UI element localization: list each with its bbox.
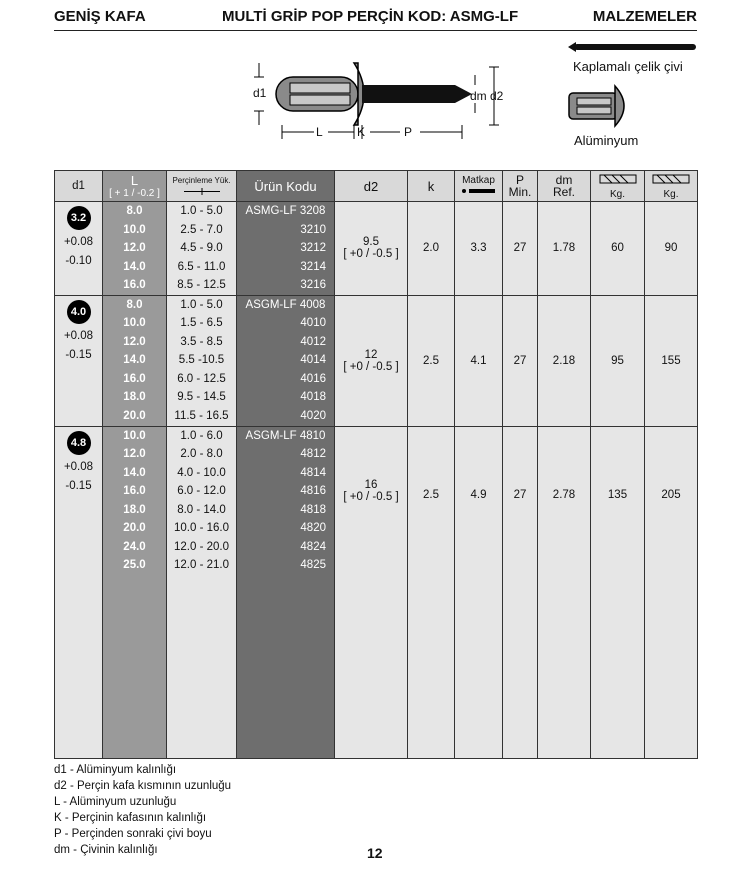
grip-cell: 1.0 - 5.0 1.5 - 6.5 3.5 - 8.5 5.5 -10.5 6.0 - 12.5 9.5 - 14.5 11.5 - 16.5 (167, 295, 237, 426)
kg2-cell: 90 (645, 202, 698, 296)
grip-range-icon (182, 188, 222, 195)
code-cell: ASMG-LF 3208 3210 3212 3214 3216 (237, 202, 335, 296)
legend-item: dm - Çivinin kalınlığı (54, 844, 158, 856)
packed-rivets-icon (651, 172, 691, 186)
material-aluminium-label: Alüminyum (574, 133, 639, 148)
diagram-K-label: K (357, 125, 366, 139)
d1-cell: 4.8 +0.08 -0.15 (55, 426, 103, 759)
P-cell: 27 (503, 426, 538, 759)
header-divider (54, 30, 697, 31)
legend-item: d2 - Perçin kafa kısmının uzunluğu (54, 780, 232, 792)
group-row-4-8 (55, 426, 698, 759)
th-grip: Perçinleme Yük. (167, 171, 237, 202)
d1-cell: 3.2 +0.08 -0.10 (55, 202, 103, 296)
drill-cell: 4.1 (455, 295, 503, 426)
kg1-cell: 60 (591, 202, 645, 296)
d1-cell: 4.0 +0.08 -0.15 (55, 295, 103, 426)
d2-cell: 12 [ +0 / -0.5 ] (335, 295, 408, 426)
legend-item: d1 - Alüminyum kalınlığı (54, 764, 177, 776)
th-kg1: Kg. (591, 171, 645, 202)
th-d2: d2 (335, 171, 408, 202)
th-k: k (408, 171, 455, 202)
kg2-cell: 205 (645, 426, 698, 759)
group-row-3-2 (55, 202, 698, 296)
group-row-4-0 (55, 295, 698, 426)
th-P: P Min. (503, 171, 538, 202)
d1-badge: 3.2 (67, 206, 91, 230)
table-header-row (55, 171, 698, 202)
L-cell: 8.0 10.0 12.0 14.0 16.0 (103, 202, 167, 296)
P-cell: 27 (503, 295, 538, 426)
diagram-d2-label: d2 (490, 89, 504, 103)
legend-item: K - Perçinin kafasının kalınlığı (54, 812, 207, 824)
header-right: MALZEMELER (592, 8, 697, 25)
d2-cell: 16 [ +0 / -0.5 ] (335, 426, 408, 759)
code-cell: ASGM-LF 4810 4812 4814 4816 4818 4820 4824 4825 (237, 426, 335, 759)
drill-bit-icon (459, 187, 499, 195)
th-L: L [ + 1 / -0.2 ] (103, 171, 167, 202)
d1-badge: 4.8 (67, 431, 91, 455)
dm-cell: 2.18 (538, 295, 591, 426)
L-cell: 10.0 12.0 14.0 16.0 18.0 20.0 24.0 25.0 (103, 426, 167, 759)
grip-cell: 1.0 - 5.0 2.5 - 7.0 4.5 - 9.0 6.5 - 11.0 8.5 - 12.5 (167, 202, 237, 296)
d1-badge: 4.0 (67, 300, 91, 324)
header-title: MULTİ GRİP POP PERÇİN KOD: ASMG-LF (222, 8, 519, 25)
th-drill: Matkap (455, 171, 503, 202)
drill-cell: 3.3 (455, 202, 503, 296)
kg1-cell: 95 (591, 295, 645, 426)
grip-cell: 1.0 - 6.0 2.0 - 8.0 4.0 - 10.0 6.0 - 12.0 8.0 - 14.0 10.0 - 16.0 12.0 - 20.0 12.0 - 21.0 (167, 426, 237, 759)
th-d1: d1 (55, 171, 103, 202)
diagram-P-label: P (404, 125, 413, 139)
steel-nail-icon (566, 40, 698, 54)
k-cell: 2.0 (408, 202, 455, 296)
P-cell: 27 (503, 202, 538, 296)
th-kg2: Kg. (645, 171, 698, 202)
k-cell: 2.5 (408, 295, 455, 426)
aluminium-rivet-icon (567, 84, 629, 128)
diagram-dm-label: dm (470, 89, 487, 103)
d2-cell: 9.5 [ +0 / -0.5 ] (335, 202, 408, 296)
legend-item: L - Alüminyum uzunluğu (54, 796, 177, 808)
header-left: GENİŞ KAFA (54, 8, 146, 25)
material-steel-label: Kaplamalı çelik çivi (573, 59, 683, 74)
diagram-L-label: L (316, 125, 323, 139)
spec-table (54, 170, 698, 759)
kg1-cell: 135 (591, 426, 645, 759)
th-code: Ürün Kodu (237, 171, 335, 202)
packed-rivets-icon (598, 172, 638, 186)
code-cell: ASGM-LF 4008 4010 4012 4014 4016 4018 4020 (237, 295, 335, 426)
L-cell: 8.0 10.0 12.0 14.0 16.0 18.0 20.0 (103, 295, 167, 426)
dm-cell: 2.78 (538, 426, 591, 759)
dm-cell: 1.78 (538, 202, 591, 296)
drill-cell: 4.9 (455, 426, 503, 759)
kg2-cell: 155 (645, 295, 698, 426)
page-number: 12 (367, 845, 383, 861)
diagram-d1-label: d1 (253, 86, 267, 100)
k-cell: 2.5 (408, 426, 455, 759)
th-dm: dm Ref. (538, 171, 591, 202)
legend-item: P - Perçinden sonraki çivi boyu (54, 828, 212, 840)
